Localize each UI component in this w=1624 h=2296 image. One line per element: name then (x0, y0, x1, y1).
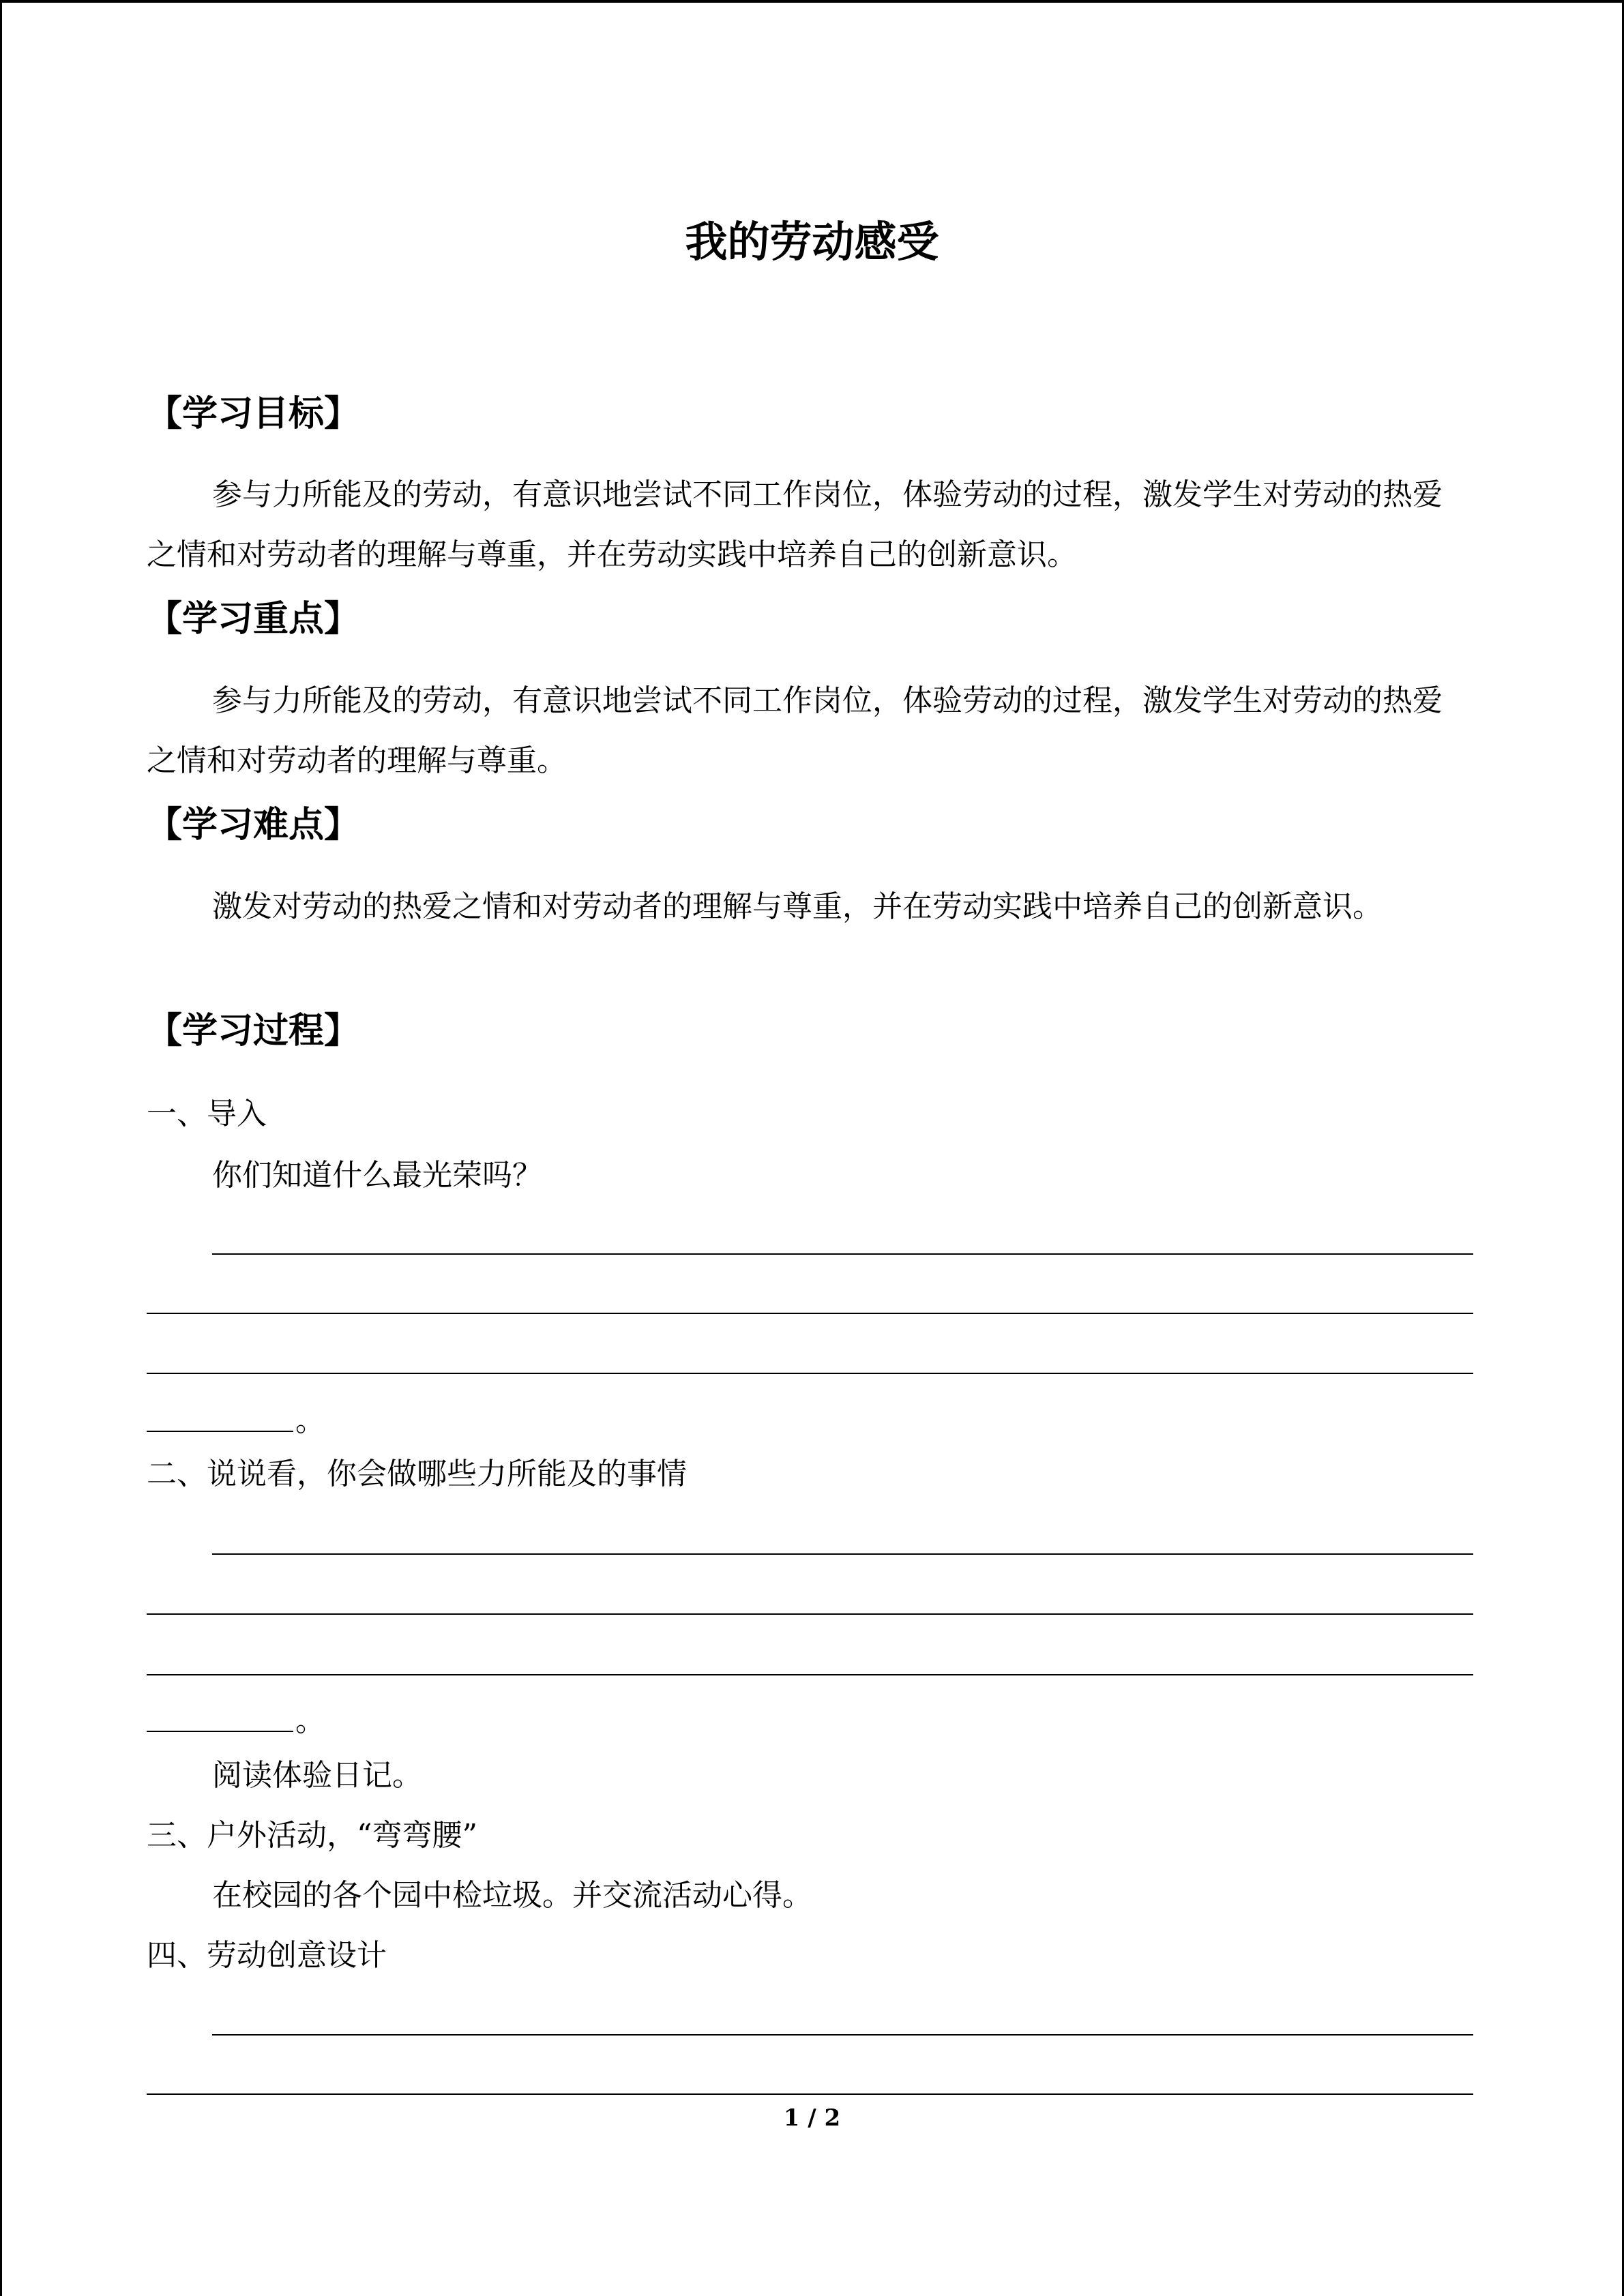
difficulties-text: 激发对劳动的热爱之情和对劳动者的理解与尊重，并在劳动实践中培养自己的创新意识。 (212, 889, 1383, 924)
answer-line (212, 2034, 1473, 2036)
step3-text: 在校园的各个园中检垃圾。并交流活动心得。 (212, 1878, 812, 1913)
key-points-heading: 【学习重点】 (147, 598, 360, 640)
end-mark: 。 (295, 1403, 325, 1438)
answer-line (147, 1674, 1473, 1675)
page-border-top (0, 0, 1624, 3)
objectives-text: 参与力所能及的劳动，有意识地尝试不同工作岗位，体验劳动的过程，激发学生对劳动的热爱之情和对劳动者的理解与尊重，并在劳动实践中培养自己的创新意识。 (147, 477, 1443, 572)
objectives-heading: 【学习目标】 (147, 393, 360, 434)
footer-rule (147, 2093, 1473, 2095)
answer-line (147, 1313, 1473, 1314)
page-number: 1 / 2 (783, 2104, 841, 2132)
answer-line (212, 1253, 1473, 1255)
step1-question: 你们知道什么最光荣吗？ (212, 1158, 542, 1193)
step2-note: 阅读体验日记。 (212, 1758, 422, 1793)
page-border-left (0, 0, 2, 2296)
answer-line-stub (147, 1431, 293, 1432)
step4-label: 四、劳动创意设计 (147, 1938, 387, 1973)
step2-label: 二、说说看，你会做哪些力所能及的事情 (147, 1457, 687, 1491)
difficulties-heading: 【学习难点】 (147, 804, 360, 846)
process-heading: 【学习过程】 (147, 1010, 360, 1052)
page-title: 我的劳动感受 (685, 217, 939, 267)
answer-line-stub (147, 1731, 293, 1732)
answer-line (147, 1373, 1473, 1374)
end-mark: 。 (295, 1703, 325, 1738)
step1-label: 一、导入 (147, 1097, 267, 1131)
step3-label: 三、户外活动，“弯弯腰” (147, 1818, 477, 1853)
answer-line (147, 1613, 1473, 1615)
answer-line (212, 1553, 1473, 1555)
key-points-text: 参与力所能及的劳动，有意识地尝试不同工作岗位，体验劳动的过程，激发学生对劳动的热爱之情和对劳动者的理解与尊重。 (147, 683, 1443, 778)
